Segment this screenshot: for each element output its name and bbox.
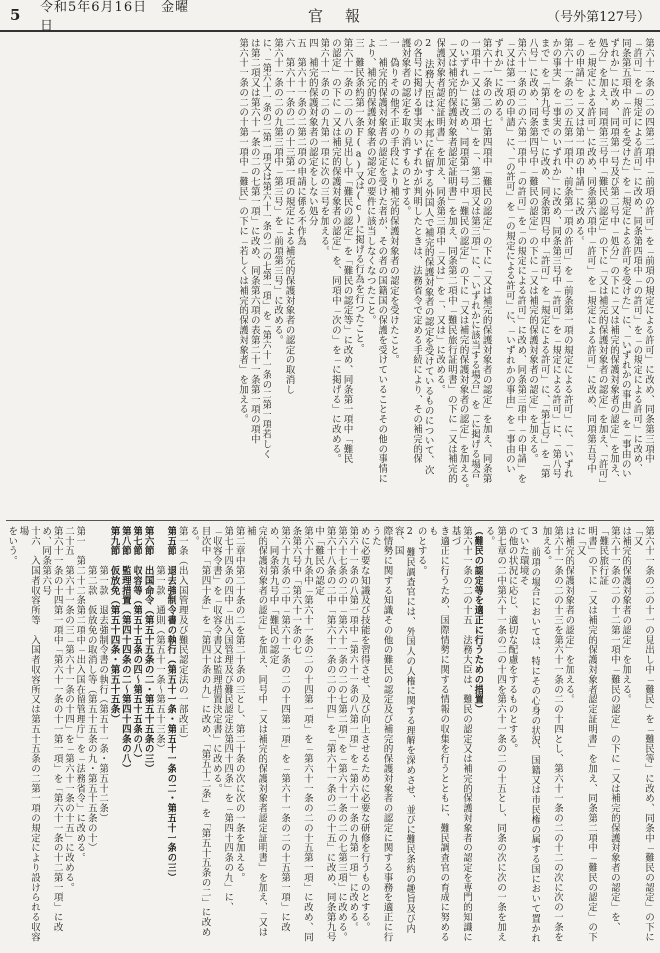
text-line: より、補完的保護対象者の認定の要件に該当しなくなつたこと。 xyxy=(364,38,376,326)
text-line: のとする。 xyxy=(415,526,427,576)
text-line: 2 法務大臣は、本邦に在留する外国人で補完的保護対象者の認定を受けているものについて、次 xyxy=(422,38,434,475)
text-line: 第九節 仮放免（第五十四条・第五十五条） xyxy=(108,526,120,724)
text-line: ずれか」に改め、同項第一号及び第二号中「処分」の下に「又は補完的保護対象者の認定」を加え、 xyxy=(608,38,620,484)
text-line: 第六十一条の二の七第四項中「難民の認定」の下に「又は補完的保護対象者の認定」を加え、同条第 xyxy=(480,38,492,484)
text-line: の各号に掲げる事実のいずれかが判明したときは、法務省令で定める手続により、その補完的保 xyxy=(411,38,423,464)
upper-text-block xyxy=(6,38,654,521)
text-line: かの事実」を「事実のいずれか」に改め、同条第三号中「許可」を「規定による許可」に、「第八号 xyxy=(550,38,562,479)
text-line: 八号」に改め、同条第四号中「難民の認定」の下に「又は補完的保護対象者の認定」を加える。 xyxy=(527,38,539,464)
text-line: 五 第六十一条の二第二項の申請に係る不作為 xyxy=(295,38,307,246)
text-line: 第一款 通則（第五十一条～第五十三条） xyxy=(154,526,166,754)
text-line: 三 難民条約第一条Ｆ(a)又は(c)に掲げる行為を行つたこと。 xyxy=(353,38,365,354)
text-line: 「収容令書」を「収容令書又は監理措置決定書」に改める。 xyxy=(210,526,222,794)
text-line: 第六十一条の十四第一項中「第六十一条の十一第一項」を「第六十一条の十二第一項」に改め、同条第六号 xyxy=(40,526,63,932)
text-line: 第八節 監理措置（第四十四条の二～第四十四条の八） xyxy=(119,526,131,774)
text-line: 第六十一条の二の九第三項中「第三号」を「前項第三号」に改める。 xyxy=(272,38,283,345)
text-line: 第六十一条の二の四第二項中「前項の許可」を「前項の規定による許可」に改め、同条第三項中 xyxy=(643,38,654,464)
text-line: 第二款 仮放免の取消し等（第五十五条の九・第五十五条の十） xyxy=(85,526,97,853)
gazette-header xyxy=(0,0,660,32)
text-line: 第一款 退去強制令書の執行（第五十一条・第五十二条） xyxy=(97,526,109,823)
text-line: 「又は補完的保護対象者認定証明書」を加え、同条第二項中「難民旅行証明書」の下に「又は補完的 xyxy=(445,38,457,484)
text-line: 第六十一条の二の六第一項中「の許可」を「の規定による許可」に改め、同条第三項中「の申請」を xyxy=(515,38,527,484)
text-line: 第五節 退去強制令書の執行（第五十一条・第五十一条の二・第五十一条の三） xyxy=(165,526,177,883)
text-line: 際情勢に関する知識その他の難民の認定及び補完的保護対象者の認定に関する事務を適正に行うた xyxy=(369,526,393,942)
text-line: 第六十一条の二の十二第一項中「難民の認定」の下に「又は補完的保護対象者の認定」を、「難民旅行証 xyxy=(597,526,620,932)
text-line: 二十五 第六十一条の三「第六十一条の十四」を「第六十一条の十五」に改める。 xyxy=(63,526,75,893)
text-line: 目次中「第四十条」を「第四十条の九」に改め、「第五十二条」を「第五十五条の二」に改める。 xyxy=(188,526,211,937)
text-line: 一項中「又は第二項」を「、第二項又は第三項」に、「いずれかに該当する場合」を「に掲げる場合 xyxy=(469,38,481,479)
text-line: 第六十八条の二中「第六十一条の二の十四」を「第六十一条の二の十五」に改め、同条第九号中「難民の認定 xyxy=(313,526,336,942)
text-line: 第六十一条の二の十五 法務大臣は、難民の認定又は補完的保護対象者の認定を専門的知識に基づ xyxy=(449,526,473,942)
text-line: めに必要な知識及び技能を習得させ、及び向上させるために必要な研修を行うものとする。 xyxy=(358,526,370,932)
text-line: を「規定による許可」に改め、同条第六項中「許可」を「規定による許可」に改め、同項第五号中 xyxy=(585,38,597,474)
text-line: のいずれか」に改め、同項第一号中「難民の認定」の下に「又は補完的保護対象者の認定」を加える。 xyxy=(457,38,469,494)
text-line: 処分」を加え、同項第三号中「難民の認定」の下に「又は補完的保護対象者の認定」を加え、「許可」 xyxy=(596,38,608,489)
text-line: 第一条（出入国管理及び難民認定法の一部改正） xyxy=(176,526,188,744)
text-line: 護対象者の認定を取り消すものとする。 xyxy=(399,38,411,217)
text-line: 第六十一条の二の十一の見出し中「難民」を「難民等」に改め、同条中「難民の認定」の下に「又 xyxy=(631,526,654,942)
text-line: 同条第五項中「許可を受けた」を「規定による許可を受けた」に、「いずれかの事由」を「事由のい xyxy=(619,38,631,479)
page-number: 5 xyxy=(10,6,21,24)
text-line: 「又は第一項の申請」に、「の許可」を「の規定による許可」に、「いずれかの事由」を「事由のい xyxy=(503,38,515,474)
text-line: 第六十一条の二の五第一項中、前条第一項の許可」を「前条第一項の規定による許可」に、「いずれ xyxy=(561,38,573,479)
publication-date: 令和5年6月16日 金曜日 xyxy=(40,0,190,34)
text-line: 第二章中第二十条の二を第二十条の三とし、第二十条の次に次の一条を加える。 xyxy=(233,526,245,883)
text-line: 2 難民調査官には、外国人の人権に関する理解を深めさせ、並びに難民条約の趣旨及び内容、国 xyxy=(392,526,416,934)
lower-text-block xyxy=(6,526,654,946)
text-line: 「許可」を「規定による許可」に改め、同条第四項中「の許可」を「の規定による許可」に改め、 xyxy=(631,38,643,474)
text-line: 完的保護対象者の認定」を加え、同号中「又は補完的保護対象者認定証明書」を加え、「又は補 xyxy=(244,526,268,937)
text-line: き適正に行うため、国際情勢に関する情報の収集を行うとともに、難民調査官の育成に努めるも xyxy=(426,526,450,942)
text-line: の他の状況に応じ、適切な配慮をするものとする。 xyxy=(506,526,518,754)
text-line: 二 補完的保護対象者の認定を受けた者が、その者の国籍国の保護を受けていることその他の事情に xyxy=(376,38,388,484)
text-line: 第六十一条の二の八の見出し中「難民の認定」を「難民の認定等」に改め、同条第一項中「難民 xyxy=(341,38,353,464)
issue-number: （号外第127号） xyxy=(547,9,650,25)
text-line: 第六十一条の二の十三を第六十一条の二の十四とし、第六十一条の二の十二の次に次の一条を加える。 xyxy=(540,526,564,942)
text-line: 第六十九条中「第六十一条の二の十四第一項」を「第六十一条の二の十五第一項」に改め、同条第六号中「第六十一条の七 xyxy=(290,526,313,942)
text-line: 一 偽りその他不正の手段により補完的保護対象者の認定を受けたこと。 xyxy=(387,38,399,365)
text-line: 四 補完的保護対象者の認定をしない処分 xyxy=(306,38,318,227)
text-line: 第六節 出国命令（第五十五条の二・第五十五条の三） xyxy=(142,526,154,774)
text-line: 第六十一条の八第一項中「第六十一条の八第一項」を「第六十一条の九第一項」に改める。 xyxy=(347,526,359,932)
text-line: をいう。 xyxy=(6,526,18,566)
text-line: 第七十四条の四中「出入国管理及び難民認定法第四十四条」を「第四十四条の九」に、 xyxy=(222,526,234,913)
text-line: は補完的保護対象者の認定」を加える。 xyxy=(563,526,575,705)
text-line: 六 第六十一条の二の十三第一項の規定による補完的保護対象者の認定の取消し xyxy=(283,38,295,395)
text-line: 第六十七条の二中「第六十一条の二の七第二項」を「第六十一条の二の七第三項」に改める。 xyxy=(336,526,348,942)
text-line: 第一 第二十二条第二項中「出入国在留管理庁」を「法務省令」に改める。 xyxy=(74,526,86,863)
text-line: 第六十一条の二の十第一項中「難民」の下に「若しくは補完的保護対象者」を加える。 xyxy=(237,38,249,425)
text-line: に、「第六十一条の二第一項又は第六十一条の二の七第一項」を「第六十一条の二第一項若しく xyxy=(260,38,272,459)
text-line: （難民の認定等を適正に行うための措置） xyxy=(472,526,484,715)
text-line: 「の申請」を「又は第一項の申請」に改める。 xyxy=(573,38,585,246)
text-line: 第七章の二中第六十一条の二の十四を第六十一条の二の十五とし、同条の次に次の一条を加える。 xyxy=(483,526,507,942)
text-line: 第六十一条の二の九第一項に次の三号を加える。 xyxy=(318,38,330,256)
text-line: 第七節 収容等（第五十五条の四～第五十五条の八） xyxy=(131,526,143,764)
gazette-title: 官報 xyxy=(307,6,382,25)
text-line: まで」を「第九号まで」に改め、同条第四号中「許可」を「規定による許可」に、「第七号」を「第 xyxy=(538,38,550,479)
text-line: 十六 入国者収容所等 入国者収容所又は第五十五条の二第一項の規定により設けられる収容場 xyxy=(17,526,40,942)
text-line: ずれか」に改める。 xyxy=(492,38,504,128)
text-line: 3 前項の場合においては、特にその心身の状況、国籍又は市民権の属する国において置かれていた環境そ xyxy=(517,526,541,944)
text-line: 保護対象者認定証明書」を加え、同条第三項中「又は」を「、又は」に改める。 xyxy=(434,38,446,395)
text-line: 第六十九条の二中「第六十一条の二の十四第一項」を「第六十一条の二の十五第一項」に改め、同条第九号中「難民の認定 xyxy=(267,526,291,932)
text-line: 明書」の下に「又は補完的保護対象者認定証明書」を加え、同条第二項中「難民の認定」の下に「又 xyxy=(574,526,598,942)
text-line: の認定」の下に「又は補完的保護対象者の認定」を、同項中「次の」を「に掲げる」に改める。 xyxy=(329,38,341,464)
text-line: は補完的保護対象者の認定」を加える。 xyxy=(620,526,632,705)
text-line: は第二項又は第六十一条の二の七第一項」に改め、同条第六項の表第二十一条第一項の項中 xyxy=(248,38,260,444)
